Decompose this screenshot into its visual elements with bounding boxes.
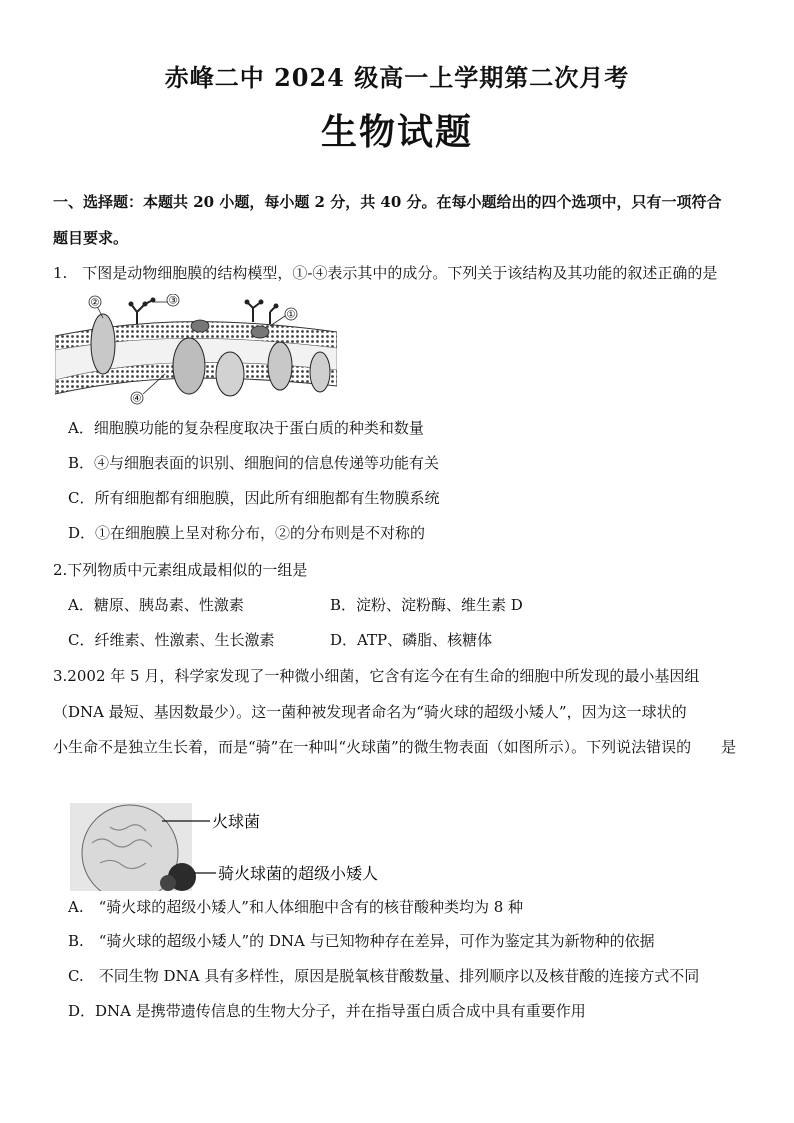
q3-option-c: C. 不同生物 DNA 具有多样性，原因是脱氧核苷酸数量、排列顺序以及核苷酸的连接方式不同 — [68, 967, 700, 985]
q1-option-c: C．所有细胞都有细胞膜，因此所有细胞都有生物膜系统 — [68, 489, 440, 507]
fig1-label-1: ① — [286, 309, 296, 321]
q1-option-b: B．④与细胞表面的识别、细胞间的信息传递等功能有关 — [68, 454, 440, 472]
exam-title: 赤峰二中 2024 级高一上学期第二次月考 — [164, 63, 630, 92]
q2-stem: 2.下列物质中元素组成最相似的一组是 — [53, 561, 308, 579]
fig2-label-dwarf: 骑火球菌的超级小矮人 — [218, 864, 379, 883]
q2-option-c: C．纤维素、性激素、生长激素 — [68, 631, 275, 649]
fig2-label-fireball: 火球菌 — [212, 812, 261, 831]
fig1-label-4: ④ — [132, 393, 142, 405]
cell-membrane-figure — [55, 294, 337, 406]
subject-title: 生物试题 — [320, 111, 473, 153]
fig1-label-3: ③ — [168, 295, 178, 307]
q3-option-b: B. “骑火球的超级小矮人”的 DNA 与已知物种存在差异，可作为鉴定其为新物种的依据 — [68, 932, 655, 950]
q2-option-a: A．糖原、胰岛素、性激素 — [68, 596, 244, 614]
fireball-bacteria-figure — [70, 803, 400, 891]
q3-stem-line3: 小生命不是独立生长着，而是“骑”在一种叫“火球菌”的微生物表面（如图所示）。下列说法错误的 是 — [53, 738, 737, 756]
q2-option-b: B．淀粉、淀粉酶、维生素 D — [330, 596, 523, 614]
q3-option-d: D．DNA 是携带遗传信息的生物大分子，并在指导蛋白质合成中具有重要作用 — [68, 1002, 586, 1020]
q1-option-a: A．细胞膜功能的复杂程度取决于蛋白质的种类和数量 — [68, 419, 424, 437]
fig1-label-2: ② — [90, 297, 100, 309]
q2-option-d: D．ATP、磷脂、核糖体 — [330, 631, 493, 649]
section-heading-cont: 题目要求。 — [53, 229, 129, 247]
q3-stem-line1: 3.2002 年 5 月，科学家发现了一种微小细菌，它含有迄今在有生命的细胞中所发现的最小基因组 — [53, 667, 700, 685]
q3-option-a: A. “骑火球的超级小矮人”和人体细胞中含有的核苷酸种类均为 8 种 — [68, 898, 524, 916]
section-heading: 一、选择题：本题共 20 小题，每小题 2 分，共 40 分。在每小题给出的四个选项中，只有一项符合 — [53, 193, 722, 211]
q1-stem: 1. 下图是动物细胞膜的结构模型，①-④表示其中的成分。下列关于该结构及其功能的叙述正确的是 — [53, 264, 718, 282]
q3-stem-line2: （DNA 最短、基因数最少）。这一菌种被发现者命名为“骑火球的超级小矮人”，因为这一球状的 — [53, 703, 687, 721]
q1-option-d: D．①在细胞膜上呈对称分布，②的分布则是不对称的 — [68, 524, 426, 542]
